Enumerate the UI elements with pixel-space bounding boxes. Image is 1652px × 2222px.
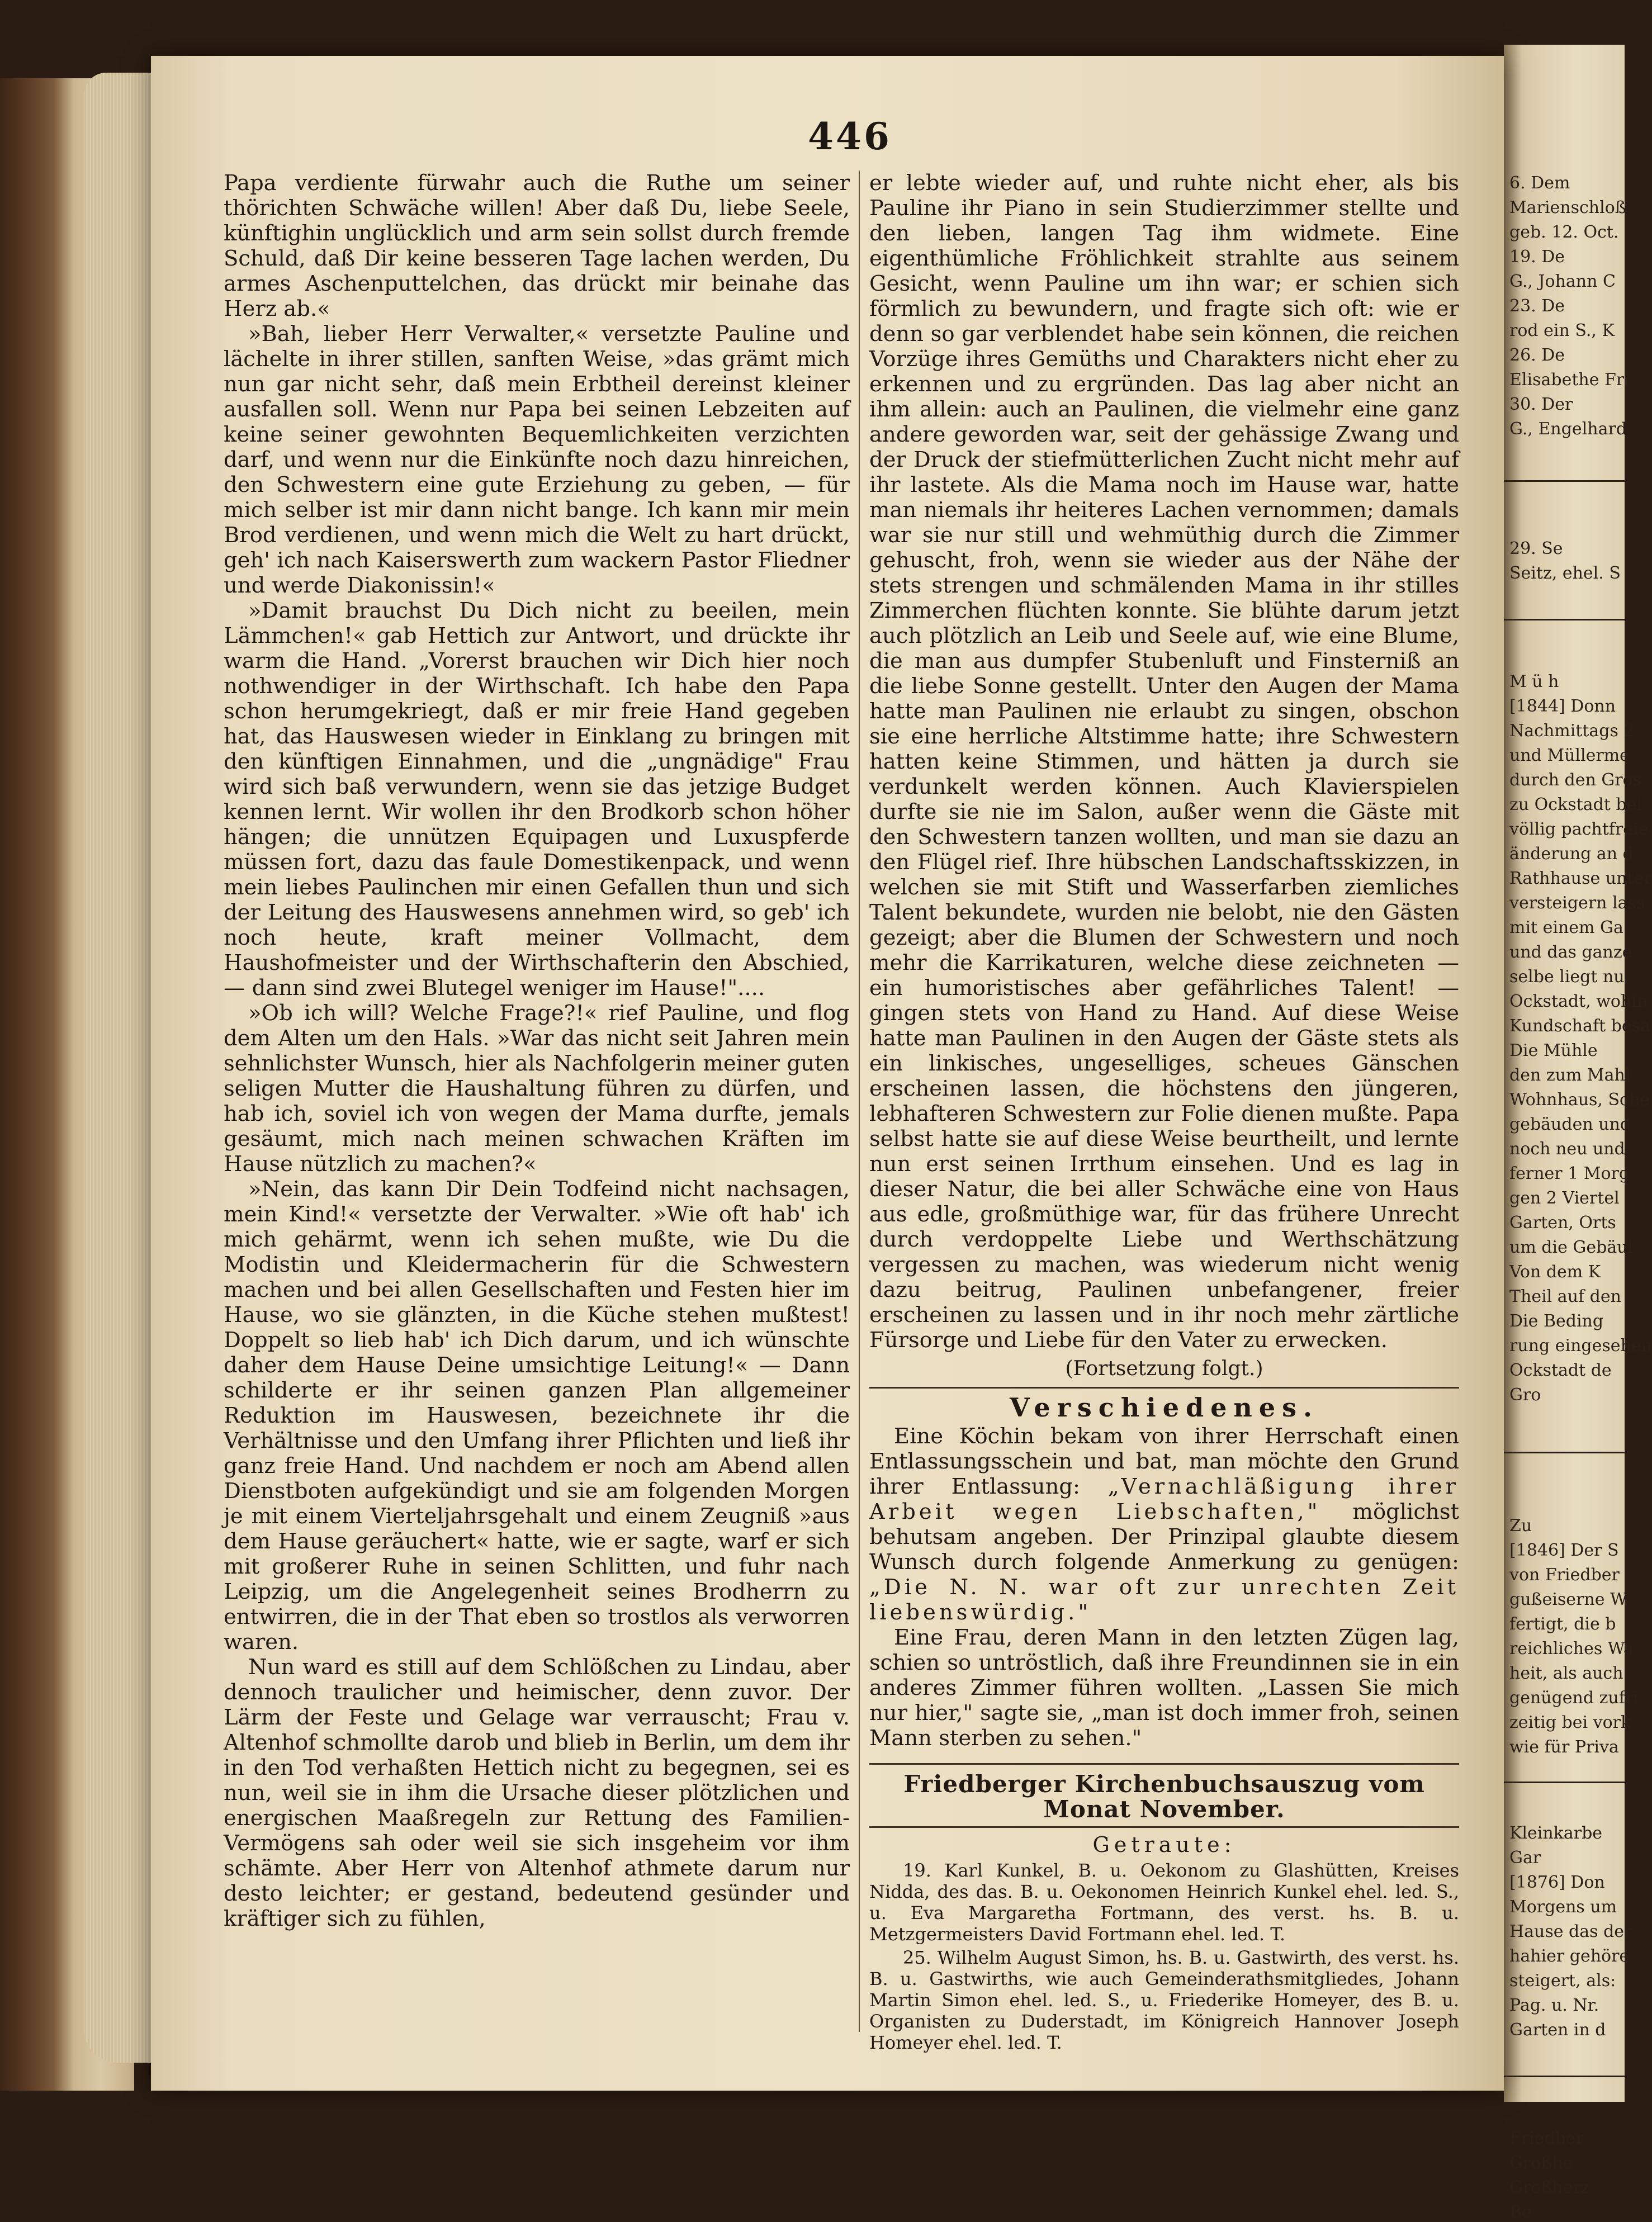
facing-page-fragment: Garten in d bbox=[1509, 2020, 1606, 2040]
facing-page-fragment: gen 2 Viertel bbox=[1509, 1188, 1620, 1208]
facing-page-fragment: völlig pachtfreie bbox=[1509, 819, 1649, 839]
facing-page-fragment: gebäuden und bbox=[1509, 1115, 1631, 1134]
facing-page-fragment: und Müllerme bbox=[1509, 746, 1630, 765]
paragraph: er lebte wieder auf, und ruhte nicht eher, als bis Pauline ihr Piano in sein Studierzimmer stellte und den lieben, langen Tag ihm widmete. Eine eigenthümliche Fröhlichkeit strahlte aus seinem Gesicht, wenn Pauline um ihn war; er schien sich förmlich zu bewundern, und fragte sich oft: wie er denn so gar verblendet habe sein können, die reichen Vorzüge ihres Gemüths und Charakters nicht eher zu erkennen und zu ergründen. Das lag aber nicht an ihm allein: auch an Paulinen, die vielmehr eine ganz andere geworden war, seit der gehässige Zwang und der Druck der stiefmütterlichen Zucht nicht mehr auf ihr lastete. Als die Mama noch im Hause war, hatte man niemals ihr heiteres Lachen vernommen; damals war sie nur still und wehmüthig durch die Zimmer gehuscht, froh, wenn sie wieder aus der Nähe der stets strengen und schmälenden Mama in ihr stilles Zimmerchen flüchten konnte. Sie blühte darum jetzt auch plötzlich an Leib und Seele auf, wie eine Blume, die man aus dumpfer Stubenluft und Finsterniß an die liebe Sonne gestellt. Unter den Augen der Mama hatte man Paulinen nie erlaubt zu singen, obschon sie eine herrliche Altstimme hatte; ihre Schwestern hatten keine Stimmen, und hätten ja durch sie verdunkelt werden können. Auch Klavierspielen durfte sie nie im Salon, außer wenn die Gäste mit den Schwestern tanzen wollten, und man sie dazu an den Flügel rief. Ihre hübschen Landschaftsskizzen, in welchen sie mit Stift und Wasserfarben ziemliches Talent bekundete, wurden nie belobt, nie den Gästen gezeigt; aber die Blumen der Schwestern und noch mehr die Karrikaturen, welche diese zeichneten — ein humoristisches aber gefährliches Talent! — gingen stets von Hand zu Hand. Auf diese Weise hatte man Paulinen in den Augen der Gäste stets als ein linkisches, ungeselliges, scheues Gänschen erscheinen lassen, die höchstens den jüngeren, lebhafteren Schwestern zur Folie dienen mußte. Papa selbst hatte sie auf diese Weise beurtheilt, und lernte nun erst seinen Irrthum einsehen. Und es lag in dieser Natur, die bei aller Schwäche eine von Haus aus edle, großmüthige war, für das frühere Unrecht durch verdoppelte Liebe und Werthschätzung vergessen zu machen, was wiederum nicht wenig dazu beitrug, Paulinen unbefangener, freier erscheinen zu lassen und in ihr noch mehr zärtliche Fürsorge und Liebe für den Vater zu erwecken. bbox=[869, 170, 1459, 1353]
register-subheading: Getraute: bbox=[1092, 1832, 1236, 1857]
facing-page-rule bbox=[1504, 1452, 1625, 1453]
facing-page-fragment: Garten, Orts bbox=[1509, 1213, 1616, 1233]
facing-page-fragment: von Friedber bbox=[1509, 1565, 1620, 1585]
facing-page-rule bbox=[1504, 480, 1625, 482]
misc-heading: Verschiedenes. bbox=[1009, 1392, 1319, 1423]
paragraph: »Bah, lieber Herr Verwalter,« versetzte Pauline und lächelte in ihrer stillen, sanften Weise, »das grämt mich nun gar nicht sehr, daß mein Erbtheil dereinst kleiner ausfallen soll. Wenn nur Papa bei seinen Lebzeiten auf keine seiner gewohnten Bequemlichkeiten verzichten darf, und wenn nur die Einkünfte noch dazu hinreichen, den Schwestern eine gute Erziehung zu geben, — für mich selber ist mir dann nicht bange. Ich kann mir mein Brod verdienen, und wenn mich die Welt zu hart drückt, geh' ich nach Kaiserswerth zum wackern Pastor Fliedner und werde Diakonissin!« bbox=[224, 321, 850, 598]
paragraph: Papa verdiente fürwahr auch die Ruthe um seiner thörichten Schwäche willen! Aber daß Du, liebe Seele, künftighin unglücklich und arm sein sollst durch fremde Schuld, daß Dir keine besseren Tage lachen werden, Du armes Aschenputtelchen, das drückt mir beinahe das Herz ab.« bbox=[224, 170, 850, 321]
facing-page-rule bbox=[1504, 1782, 1625, 1783]
facing-page-fragment: Pag. u. Nr. bbox=[1509, 1996, 1599, 2015]
facing-page-fragment: Marienschloß bbox=[1509, 198, 1626, 217]
facing-page-fragment: Morgens um bbox=[1509, 1897, 1617, 1917]
facing-page-fragment: Ockstadt, wohin bbox=[1509, 992, 1648, 1011]
facing-page-fragment: steigert, als: bbox=[1509, 1971, 1616, 1991]
facing-page-fragment: Be bbox=[1509, 2202, 1532, 2222]
facing-page-fragment: G., Engelhard bbox=[1509, 419, 1627, 439]
facing-page-fragment: ferner 1 Morg bbox=[1509, 1164, 1630, 1183]
facing-page-fragment: [1844] Donn bbox=[1509, 697, 1616, 716]
column-divider bbox=[859, 170, 860, 2032]
facing-page-fragment: M ü h bbox=[1509, 672, 1559, 691]
facing-page-fragment: selbe liegt nu bbox=[1509, 967, 1625, 987]
facing-page-fragment: den zum Mahl bbox=[1509, 1065, 1631, 1085]
facing-page-fragment: zu Ockstadt bei bbox=[1509, 795, 1642, 814]
register-entry: 19. Karl Kunkel, B. u. Oekonom zu Glashütten, Kreises Nidda, des das. B. u. Oekonomen Heinrich Kunkel ehel. led. S., u. Eva Margaretha Fortmann, des verst. hs. B. u. Metzgermeisters David Fortmann ehel. led. T. bbox=[869, 1860, 1459, 1945]
facing-page-fragment: Seitz, ehel. S bbox=[1509, 563, 1621, 583]
facing-page-fragment: Hause das der bbox=[1509, 1922, 1632, 1941]
facing-page-fragment: geb. 12. Oct. bbox=[1509, 222, 1619, 242]
facing-page-fragment: Zu bbox=[1509, 1516, 1532, 1536]
facing-page-fragment: Großhe bbox=[1509, 2153, 1573, 2173]
facing-page-fragment: Elisabethe Fri bbox=[1509, 370, 1630, 390]
left-column bbox=[224, 170, 850, 1931]
facing-page-fragment: Kleinkarbe bbox=[1509, 1823, 1603, 1843]
facing-page-fragment: Friedber bbox=[1509, 2129, 1584, 2148]
facing-page-fragment: 30. Der bbox=[1509, 395, 1573, 414]
facing-page-fragment: 19. De bbox=[1509, 247, 1565, 267]
paragraph: »Damit brauchst Du Dich nicht zu beeilen, mein Lämmchen!« gab Hettich zur Antwort, und drückte ihr warm die Hand. „Vorerst brauchen wir Dich hier noch nothwendiger in der Wirthschaft. Ich habe den Papa schon herumgekriegt, daß er mir freie Hand gegeben hat, das Hauswesen wieder in Einklang zu bringen mit den künftigen Einnahmen, und die „ungnädige" Frau wird sich baß verwundern, wenn sie das jetzige Budget kennen lernt. Wir wollen ihr den Brodkorb schon höher hängen; die unnützen Equipagen und Luxuspferde müssen fort, dazu das faule Domestikenpack, und wenn mein liebes Paulinchen mir einen Gefallen thun und sich der Leitung des Hauswesens annehmen wird, so geb' ich noch heute, kraft meiner Vollmacht, dem Haushofmeister und der Wirthschafterin den Abschied, — dann sind zwei Blutegel weniger im Hause!".... bbox=[224, 598, 850, 1001]
facing-page-fragment: änderung an d bbox=[1509, 844, 1634, 864]
facing-page-fragment: 6. Dem bbox=[1509, 173, 1570, 193]
paragraph: »Nein, das kann Dir Dein Todfeind nicht nachsagen, mein Kind!« versetzte der Verwalter. »Wie oft hab' ich mich gehärmt, wenn ich sehen mußte, wie Du die Modistin und Kleidermacherin für die Schwestern machen und bei allen Gesellschaften und Festen hier im Hause, wo sie glänzten, in die Küche stehen mußtest! Doppelt so lieb hab' ich Dich darum, und ich wünschte daher dem Hause Deine umsichtige Leitung!« — Dann schilderte er ihr seinen ganzen Plan allgemeiner Reduktion im Hauswesen, bezeichnete ihr die Verhältnisse und den Umfang ihrer Pflichten und ließ ihr ganz freie Hand. Und nachdem er noch am Abend allen Dienstboten aufgekündigt und sie am folgenden Morgen je mit einem Vierteljahrsgehalt und einem Zeugniß »aus dem Hause geräuchert« hatte, wie er sagte, warf er sich mit großerer Ruhe in seinen Schlitten, und fuhr nach Leipzig, um die Angelegenheit seines Brodherrn zu entwirren, die in der That eben so trostlos als verworren waren. bbox=[224, 1177, 850, 1655]
paragraph: »Ob ich will? Welche Frage?!« rief Pauline, und flog dem Alten um den Hals. »War das nicht seit Jahren mein sehnlichster Wunsch, hier als Nachfolgerin meiner guten seligen Mutter die Haushaltung führen zu dürfen, und hab ich, soviel ich von wegen der Mama durfte, jemals gesäumt, mich nach meinen schwachen Kräften im Hause nützlich zu machen?« bbox=[224, 1001, 850, 1177]
facing-page-fragment: rung eingesehen bbox=[1509, 1336, 1652, 1356]
facing-page-fragment: wie für Priva bbox=[1509, 1737, 1619, 1757]
facing-page-fragment: [1846] Der S bbox=[1509, 1541, 1619, 1560]
misc-item: Eine Köchin bekam von ihrer Herrschaft einen Entlassungsschein und bat, man möchte den Grund ihrer Entlassung: „Vernachläßigung ihrer Arbeit wegen Liebschaften," möglichst behutsam angeben. Der Prinzipal glaubte diesem Wunsch durch folgende Anmerkung zu genügen: „Die N. N. war oft zur unrechten Zeit liebenswürdig." bbox=[869, 1424, 1459, 1625]
facing-page-rule bbox=[1504, 619, 1625, 620]
facing-page-fragment: genügend zufri bbox=[1509, 1688, 1639, 1708]
register-entry: 25. Wilhelm August Simon, hs. B. u. Gastwirth, des verst. hs. B. u. Gastwirths, wie auch Gemeinderathsmitgliedes, Johann Martin Simon ehel. led. S., u. Friederike Homeyer, des B. u. Organisten zu Duderstadt, im Königreich Hannover Joseph Homeyer ehel. led. T. bbox=[869, 1947, 1459, 2053]
section-rule bbox=[869, 1826, 1459, 1828]
facing-page-fragment: [1876] Don bbox=[1509, 1873, 1605, 1892]
facing-page-fragment: hahier gehöre bbox=[1509, 1946, 1630, 1966]
facing-page-fragment: Die Beding bbox=[1509, 1311, 1604, 1331]
facing-page-fragment: und das ganze bbox=[1509, 942, 1632, 962]
register-list bbox=[869, 1860, 1459, 2053]
facing-page-fragment: 26. De bbox=[1509, 345, 1565, 365]
register-heading: Friedberger Kirchenbuchsauszug vom Monat November. bbox=[903, 1770, 1425, 1823]
facing-page-fragment: rod ein S., K bbox=[1509, 321, 1615, 340]
facing-page-fragment: Rathhause unter bbox=[1509, 869, 1652, 888]
facing-page-fragment: fertigt, die b bbox=[1509, 1614, 1616, 1634]
facing-page-fragment: Wohnhaus, Sche bbox=[1509, 1090, 1650, 1110]
facing-page-fragment: Gar bbox=[1509, 1848, 1541, 1868]
facing-page-fragment: reichliches Wa bbox=[1509, 1639, 1634, 1659]
paragraph: Nun ward es still auf dem Schlößchen zu Lindau, aber dennoch traulicher und heimischer, denn zuvor. Der Lärm der Feste und Gelage war verrauscht; Frau v. Altenhof schmollte darob und blieb in Berlin, um dem ihr in den Tod verhaßten Hettich nicht zu begegnen, sei es nun, weil sie in ihm die Ursache dieser plötzlichen und energischen Maaßregeln zur Rettung des Familien-Vermögens sah oder weil sie sich insgeheim vor ihm schämte. Aber Herr von Altenhof athmete darum nur desto leichter; er gestand, bedeutend gesünder und kräftiger sich zu fühlen, bbox=[224, 1655, 850, 1931]
facing-page-fragment: zeitig bei vork bbox=[1509, 1713, 1631, 1732]
facing-page-fragment: mit einem Ga bbox=[1509, 918, 1623, 937]
facing-page-fragment: versteigern lass bbox=[1509, 893, 1645, 913]
page-number: 446 bbox=[808, 115, 892, 158]
facing-page-fragment: Ockstadt de bbox=[1509, 1361, 1612, 1380]
facing-page-fragment: heit, als auch bbox=[1509, 1664, 1623, 1683]
section-rule bbox=[869, 1763, 1459, 1765]
facing-page-fragment: Gro bbox=[1509, 1385, 1541, 1405]
section-rule bbox=[869, 1387, 1459, 1389]
facing-page-fragment: gußeiserne W bbox=[1509, 1590, 1627, 1609]
facing-page-fragment: Theil auf den bbox=[1509, 1287, 1621, 1306]
facing-page-fragment: 23. De bbox=[1509, 296, 1565, 316]
facing-page-fragment: durch den Gros bbox=[1509, 770, 1642, 790]
facing-page-fragment: Von dem K bbox=[1509, 1262, 1601, 1282]
facing-page-fragment: Die Mühle bbox=[1509, 1041, 1598, 1060]
continued-note: (Fortsetzung folgt.) bbox=[1065, 1357, 1263, 1380]
facing-page-fragment: Nachmittags 2 bbox=[1509, 721, 1635, 741]
facing-page-rule bbox=[1504, 2076, 1625, 2077]
facing-page-fragment: 29. Se bbox=[1509, 539, 1563, 558]
misc-item: Eine Frau, deren Mann in den letzten Zügen lag, schien so untröstlich, daß ihre Freundinnen sie in ein anderes Zimmer führen wollten. „Lassen Sie mich nur hier," sagte sie, „man ist doch immer froh, seinen Mann sterben zu sehen." bbox=[869, 1625, 1459, 1751]
right-column bbox=[869, 170, 1459, 2055]
facing-page-fragment: Großherz bbox=[1509, 2178, 1590, 2197]
facing-page-fragment: Kundschaft besa bbox=[1509, 1016, 1650, 1036]
facing-page-fragment: noch neu und bbox=[1509, 1139, 1625, 1159]
facing-page-fragment: um die Gebäul bbox=[1509, 1238, 1634, 1257]
facing-page-fragment: G., Johann C bbox=[1509, 272, 1616, 291]
